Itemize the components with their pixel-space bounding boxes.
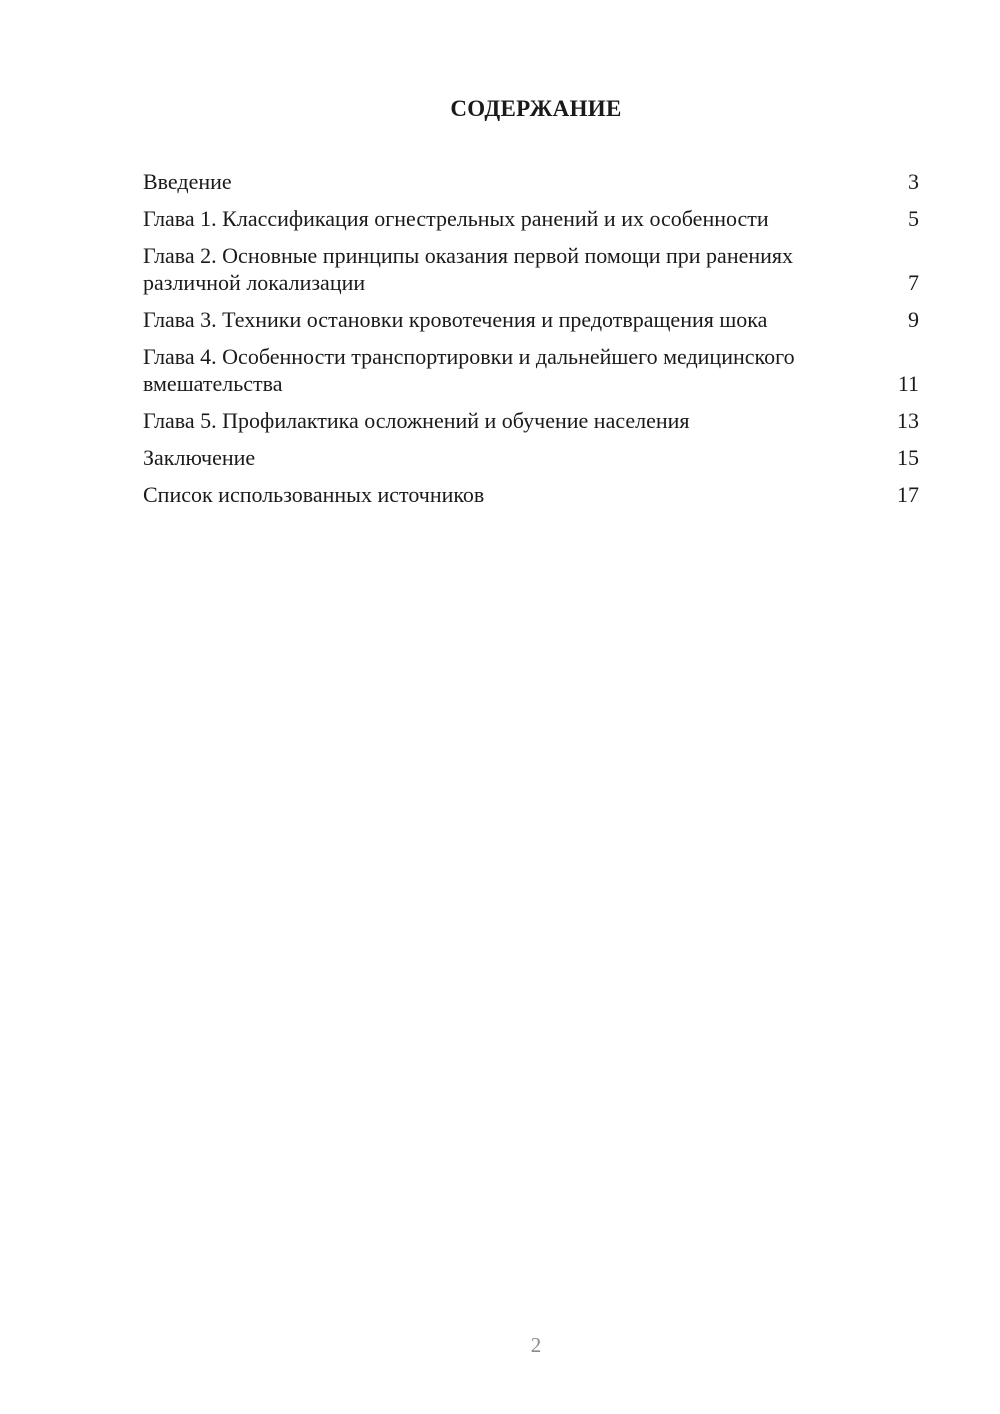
page-title: СОДЕРЖАНИЕ bbox=[450, 96, 622, 121]
toc-entry[interactable] bbox=[143, 444, 919, 471]
toc-entry[interactable] bbox=[143, 481, 919, 508]
toc-entry-title: Заключение bbox=[143, 445, 256, 470]
toc-entry-title: Глава 4. Особенности транспортировки и дальнейшего медицинского вмешательства bbox=[143, 344, 795, 396]
toc-entry[interactable] bbox=[143, 205, 919, 232]
toc-entry[interactable] bbox=[143, 306, 919, 333]
toc-entry-title: Список использованных источников bbox=[143, 482, 485, 507]
table-of-contents bbox=[143, 168, 919, 518]
toc-entry-page: 11 bbox=[897, 371, 919, 396]
toc-entry-title: Глава 1. Классификация огнестрельных ранений и их особенности bbox=[143, 206, 769, 231]
toc-entry-page: 3 bbox=[908, 169, 919, 194]
toc-entry-title: Глава 5. Профилактика осложнений и обучение населения bbox=[143, 408, 690, 433]
toc-entry[interactable] bbox=[143, 242, 919, 296]
toc-entry-page: 17 bbox=[897, 482, 919, 507]
page-number: 2 bbox=[530, 1333, 542, 1357]
toc-entry-page: 15 bbox=[897, 445, 919, 470]
toc-entry[interactable] bbox=[143, 407, 919, 434]
toc-entry[interactable] bbox=[143, 168, 919, 195]
toc-entry-page: 7 bbox=[908, 270, 919, 295]
toc-entry-title: Введение bbox=[143, 169, 232, 194]
toc-entry-page: 5 bbox=[908, 206, 919, 231]
toc-entry-page: 9 bbox=[908, 307, 919, 332]
toc-entry-title: Глава 2. Основные принципы оказания первой помощи при ранениях различной локализации bbox=[143, 243, 794, 295]
toc-entry-page: 13 bbox=[897, 408, 919, 433]
toc-entry[interactable] bbox=[143, 343, 919, 397]
toc-entry-title: Глава 3. Техники остановки кровотечения и предотвращения шока bbox=[143, 307, 768, 332]
